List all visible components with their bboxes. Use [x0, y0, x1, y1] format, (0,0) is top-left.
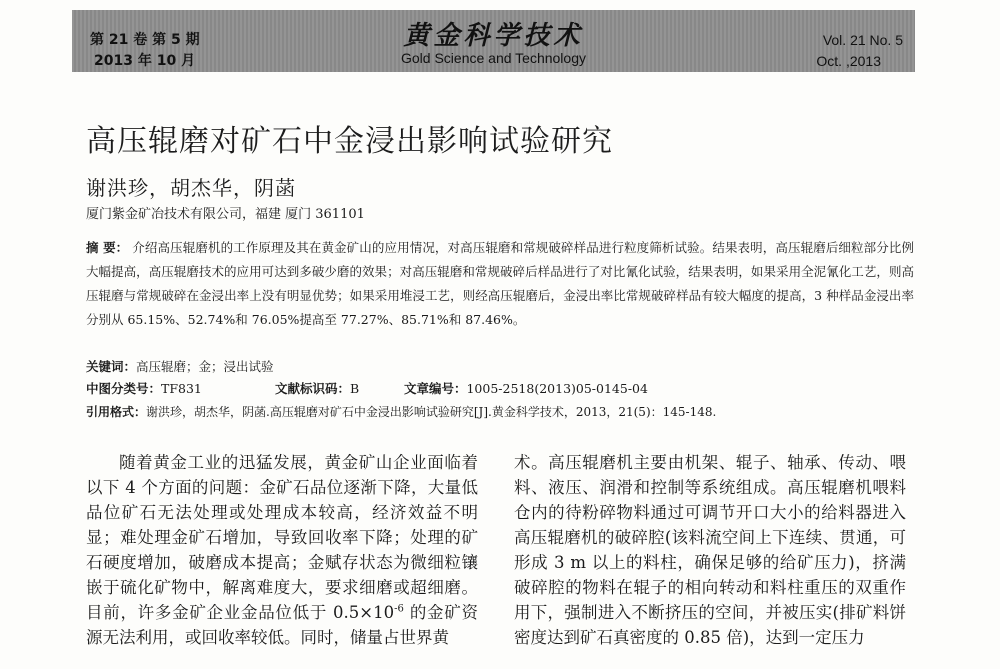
- abstract-label: 摘 要：: [86, 240, 129, 255]
- date-en: Oct. ,2013: [816, 53, 881, 69]
- volume-issue-en: Vol. 21 No. 5: [822, 32, 903, 48]
- body-left-tail: 的金矿资源无法利用，或回收率较低。同时，储量占世界黄: [86, 603, 479, 647]
- citation-text: 谢洪珍，胡杰华，阴菡.高压辊磨对矿石中金浸出影响试验研究[J].黄金科学技术，2013，21(5)：145-148.: [146, 405, 717, 419]
- abstract: [86, 236, 914, 332]
- body-paragraph: [86, 450, 478, 650]
- header-center: [72, 21, 915, 65]
- header-right: [816, 30, 903, 72]
- citation-format: [86, 402, 916, 422]
- body-left-text: 随着黄金工业的迅猛发展，黄金矿山企业面临着以下 4 个方面的问题：金矿石品位逐渐下降，大量低品位矿石无法处理或处理成本较高，经济效益不明显；难处理金矿石增加，导致回收率下降；处理的矿石硬度增加，破磨成本提高；金赋存状态为微细粒镶嵌于硫化矿物中，解离难度大，要求细磨或超细磨。目前，许多金矿企业金品位低于 0.5×10: [86, 453, 478, 622]
- journal-name-cn: 黄金科学技术: [403, 21, 584, 51]
- article-number: [404, 379, 648, 399]
- classification-line: [86, 379, 706, 399]
- paper-authors: 谢洪珍，胡杰华，阴菡: [86, 176, 296, 200]
- keywords-label: 关键词：: [86, 359, 137, 374]
- citation-label: 引用格式：: [86, 405, 147, 419]
- keywords: [86, 357, 274, 377]
- body-left-column: [86, 450, 478, 650]
- abstract-text: 介绍高压辊磨机的工作原理及其在黄金矿山的应用情况，对高压辊磨和常规破碎样品进行粒度筛析试验。结果表明，高压辊磨后细粒部分比例大幅提高，高压辊磨技术的应用可达到多破少磨的效果；对高压辊磨和常规破碎后样品进行了对比氰化试验，结果表明，如果采用全泥氰化工艺，则高压辊磨与常规破碎在金浸出率上没有明显优势；如果采用堆浸工艺，则经高压辊磨后，金浸出率比常规破碎样品有较大幅度的提高，3 种样品金浸出率分别从 65.15%、52.74%和 76.05%提高至 77.27%、85.71%和 87.46%。: [86, 240, 914, 327]
- volume-issue-cn: 第 21 卷 第 5 期: [90, 32, 200, 48]
- paper-affiliation: 厦门紫金矿冶技术有限公司，福建 厦门 361101: [86, 207, 365, 222]
- paper-title: 高压辊磨对矿石中金浸出影响试验研究: [86, 124, 613, 159]
- clc-number: [86, 379, 271, 399]
- exponent: -6: [394, 603, 404, 615]
- doc-code-label: 文献标识码：: [274, 381, 350, 396]
- clc-value: TF831: [161, 381, 202, 396]
- date-cn: 2013 年 10 月: [94, 53, 196, 69]
- clc-label: 中图分类号：: [86, 381, 162, 396]
- doc-code-value: B: [350, 381, 360, 396]
- article-number-value: 1005-2518(2013)05-0145-04: [466, 381, 648, 396]
- document-code: [275, 379, 400, 399]
- body-paragraph: 术。高压辊磨机主要由机架、辊子、轴承、传动、喂料、液压、润滑和控制等系统组成。高压辊磨机喂料仓内的待粉碎物料通过可调节开口大小的给料器进入高压辊磨机的破碎腔(该料流空间上下连续、贯通，可形成 3 m 以上的料柱，确保足够的给矿压力)，挤满破碎腔的物料在辊子的相向转动和料柱重压的双重作用下，强制进入不断挤压的空间，并被压实(排矿料饼密度达到矿石真密度的 0.85 倍)，达到一定压力: [514, 453, 906, 647]
- article-number-label: 文章编号：: [403, 381, 467, 396]
- body-right-column: [514, 450, 906, 650]
- journal-name-en: Gold Science and Technology: [401, 50, 586, 66]
- keywords-text: 高压辊磨；金；浸出试验: [136, 359, 274, 374]
- journal-header: [72, 10, 915, 72]
